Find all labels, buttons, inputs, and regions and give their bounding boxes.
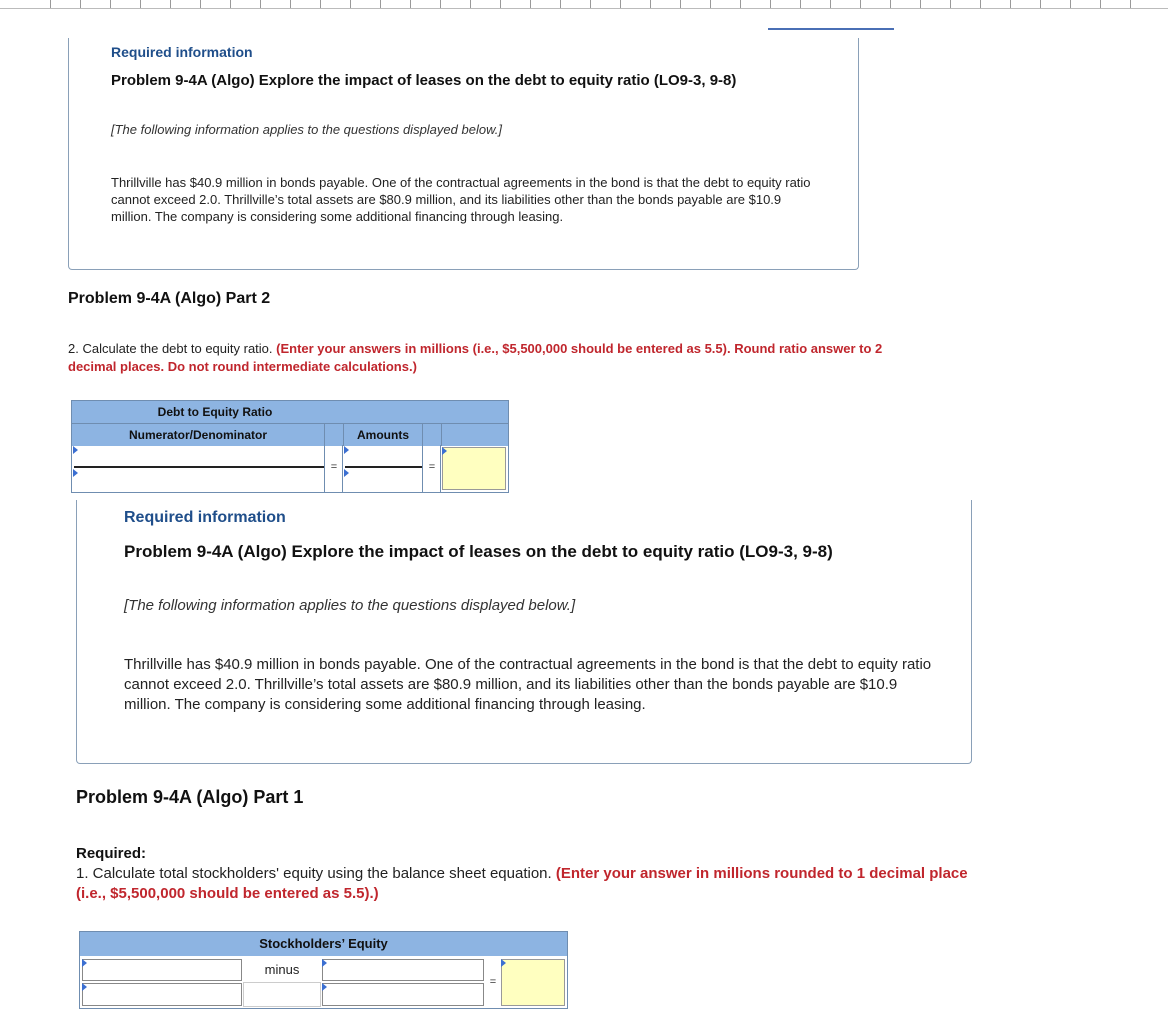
problem-body-2: Thrillville has $40.9 million in bonds payable. One of the contractual agreements in the bond is that the debt to equity ratio cannot exceed 2.0. Thrillville’s total assets are $80.9 million, and its liabilities other than the bonds payable are $10.9 million. The company is considering some additional financing through leasing. bbox=[124, 656, 932, 713]
part2-title: Problem 9-4A (Algo) Part 2 bbox=[68, 290, 271, 307]
equals-sign-1: = bbox=[330, 461, 338, 473]
required-info-card-2 bbox=[76, 500, 972, 764]
info-note: [The following information applies to the questions displayed below.] bbox=[111, 122, 502, 137]
part2-instruction-plain: 2. Calculate the debt to equity ratio. bbox=[68, 341, 273, 356]
denominator-label-input[interactable] bbox=[74, 470, 324, 490]
problem-body: Thrillville has $40.9 million in bonds payable. One of the contractual agreements in the bond is that the debt to equity ratio cannot exceed 2.0. Thrillville’s total assets are $80.9 million, and its liabilities other than the bonds payable are $10.9 million. The company is considering some additional financing through leasing. bbox=[111, 175, 811, 224]
numerator-label-input[interactable] bbox=[74, 447, 324, 468]
stockholders-equity-table bbox=[79, 931, 568, 1009]
col-header-numerator-denominator: Numerator/Denominator bbox=[72, 423, 325, 446]
debt-equity-table bbox=[71, 400, 509, 493]
numerator-amount-input[interactable] bbox=[345, 447, 422, 468]
part1-instruction-plain: 1. Calculate total stockholders' equity using the balance sheet equation. bbox=[76, 865, 552, 882]
required-info-label: Required information bbox=[111, 44, 253, 60]
part1-title: Problem 9-4A (Algo) Part 1 bbox=[76, 787, 304, 807]
problem-title-2: Problem 9-4A (Algo) Explore the impact of leases on the debt to equity ratio (LO9-3, 9-8) bbox=[124, 542, 833, 561]
total-assets-input[interactable] bbox=[82, 959, 242, 981]
required-info-label-2: Required information bbox=[124, 509, 286, 526]
ratio-result-input[interactable] bbox=[442, 447, 506, 490]
part1-instruction-red: (Enter your answer in millions rounded to 1 decimal place (i.e., $5,500,000 should be entered as 5.5).) bbox=[76, 865, 968, 902]
total-assets-amount-input[interactable] bbox=[82, 983, 242, 1006]
info-note-2: [The following information applies to the questions displayed below.] bbox=[124, 597, 576, 614]
col-header-blank-1 bbox=[325, 423, 344, 446]
required-info-card-1 bbox=[68, 38, 859, 270]
minus-label: minus bbox=[264, 962, 300, 977]
total-liabilities-input[interactable] bbox=[322, 959, 484, 981]
stockholders-equity-result-input[interactable] bbox=[501, 959, 565, 1006]
denominator-amount-input[interactable] bbox=[345, 470, 422, 490]
tab-underline bbox=[768, 28, 894, 30]
stockholders-equity-table-title: Stockholders’ Equity bbox=[80, 932, 567, 956]
col-header-amounts: Amounts bbox=[344, 423, 423, 446]
col-header-blank-3 bbox=[442, 423, 508, 446]
equals-sign-3: = bbox=[489, 976, 497, 988]
part2-instruction-red: (Enter your answers in millions (i.e., $5,500,000 should be entered as 5.5). Round ratio answer to 2 decimal places. Do not round intermediate calculations.) bbox=[68, 341, 883, 374]
part2-instruction bbox=[68, 340, 918, 376]
part1-instruction bbox=[76, 864, 996, 904]
part1-required-label: Required: bbox=[76, 845, 147, 862]
problem-title: Problem 9-4A (Algo) Explore the impact of leases on the debt to equity ratio (LO9-3, 9-8) bbox=[111, 72, 737, 89]
col-header-blank-2 bbox=[423, 423, 442, 446]
debt-equity-table-title: Debt to Equity Ratio bbox=[72, 401, 508, 423]
total-liabilities-amount-input[interactable] bbox=[322, 983, 484, 1006]
equals-sign-2: = bbox=[428, 461, 436, 473]
top-ruler bbox=[0, 0, 1168, 9]
